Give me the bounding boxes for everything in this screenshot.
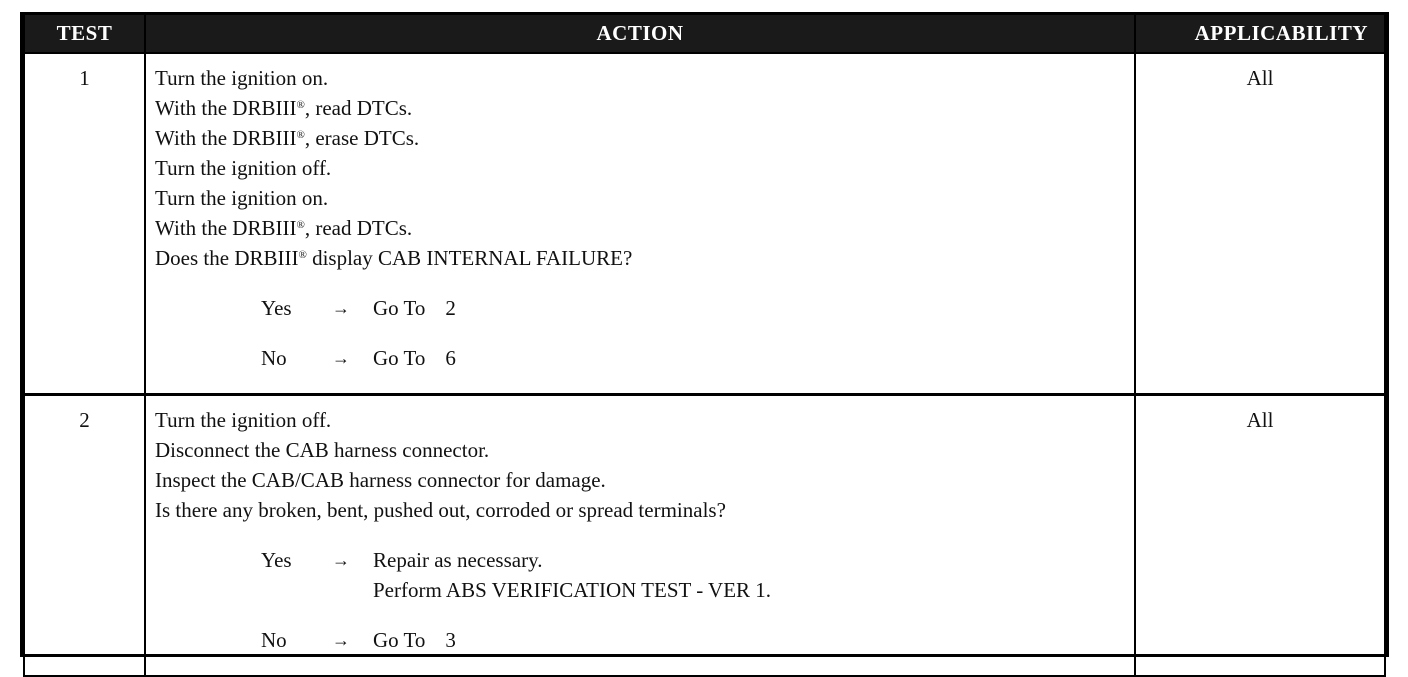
right-arrow-icon: → xyxy=(332,348,350,368)
action-question: Does the DRBIII® display CAB INTERNAL FAILURE? xyxy=(155,246,633,270)
header-applicability: APPLICABILITY xyxy=(1135,15,1385,53)
table-header-row xyxy=(24,15,1385,53)
action-step: Turn the ignition on. xyxy=(155,186,329,210)
action-step: Turn the ignition off. xyxy=(155,408,332,432)
goto-target: 3 xyxy=(445,628,456,652)
goto-target: 6 xyxy=(445,346,456,370)
action-step: Inspect the CAB/CAB harness connector for damage. xyxy=(155,468,606,492)
no-branch xyxy=(261,343,1126,373)
goto-target: 2 xyxy=(445,296,456,320)
yes-branch xyxy=(261,293,1126,323)
action-step: Turn the ignition off. xyxy=(155,156,332,180)
header-action: ACTION xyxy=(145,15,1135,53)
answer-block xyxy=(155,545,1126,655)
yes-label: Yes xyxy=(261,548,292,572)
yes-branch xyxy=(261,545,1126,605)
applicability-value: All xyxy=(1135,53,1385,395)
table-row xyxy=(24,53,1385,395)
action-step: With the DRBIII®, read DTCs. xyxy=(155,216,413,240)
header-test: TEST xyxy=(24,15,145,53)
action-cell xyxy=(145,395,1135,677)
result-line: Perform ABS VERIFICATION TEST - VER 1. xyxy=(373,578,772,602)
diagnostic-test-table-frame xyxy=(20,12,1389,657)
test-number: 2 xyxy=(24,395,145,677)
goto-label: Go To xyxy=(373,296,426,320)
action-question: Is there any broken, bent, pushed out, corroded or spread terminals? xyxy=(155,498,726,522)
action-step: Disconnect the CAB harness connector. xyxy=(155,438,490,462)
right-arrow-icon: → xyxy=(332,630,350,650)
action-cell xyxy=(145,53,1135,395)
table-row xyxy=(24,395,1385,677)
action-step: With the DRBIII®, read DTCs. xyxy=(155,96,413,120)
applicability-value: All xyxy=(1135,395,1385,677)
no-branch xyxy=(261,625,1126,655)
action-step: Turn the ignition on. xyxy=(155,66,329,90)
result-line: Repair as necessary. xyxy=(373,548,543,572)
action-step: With the DRBIII®, erase DTCs. xyxy=(155,126,420,150)
diagnostic-test-table xyxy=(23,15,1386,677)
answer-block xyxy=(155,293,1126,373)
right-arrow-icon: → xyxy=(332,298,350,318)
test-number: 1 xyxy=(24,53,145,395)
right-arrow-icon: → xyxy=(332,550,350,570)
no-label: No xyxy=(261,628,287,652)
no-label: No xyxy=(261,346,287,370)
yes-label: Yes xyxy=(261,296,292,320)
goto-label: Go To xyxy=(373,346,426,370)
goto-label: Go To xyxy=(373,628,426,652)
